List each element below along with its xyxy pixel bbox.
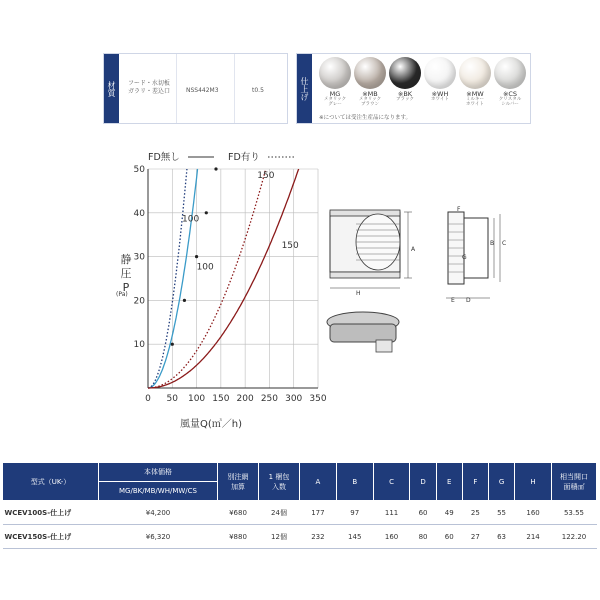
spec-table-body [3,501,597,549]
series-curve-solid-150 [148,169,299,388]
table-cell: ¥4,200 [99,501,218,525]
header-b: B [336,463,373,501]
table-cell: 60 [410,501,436,525]
header-c: C [373,463,410,501]
x-tick-label: 150 [212,394,230,404]
table-cell: 53.55 [552,501,597,525]
finish-swatch-ball [319,57,351,89]
table-cell: 63 [488,525,514,549]
x-tick-label: 250 [260,394,279,404]
header-h: H [515,463,552,501]
x-tick-label: 0 [145,394,151,404]
header-price: 本体価格 [99,463,218,482]
material-parts: フード・水切板 ガラリ・差込口 [128,80,171,95]
table-cell: 55 [488,501,514,525]
table-cell: 160 [373,525,410,549]
table-cell-model: WCEV150S-仕上げ [3,525,99,549]
table-cell: 214 [515,525,552,549]
dim-label-g: G [462,254,467,261]
data-marker [205,211,208,214]
finish-swatch-ball [424,57,456,89]
finish-swatch-code: ※MB [362,90,378,98]
header-g: G [488,463,514,501]
material-spec-box [103,53,288,124]
header-model: 型式（UK-） [3,463,99,501]
finish-swatch-code: MG [329,90,341,98]
finish-label: 仕上げ [297,54,312,123]
table-cell: 24個 [259,501,300,525]
material-label: 材質 [104,54,119,123]
table-cell: 80 [410,525,436,549]
finish-swatch-name: クリスタル シルバー [498,97,522,107]
finish-swatch-name: ホワイト [431,97,449,102]
table-row [3,525,597,549]
front-view-drawing [330,210,412,288]
legend-solid-label: FD無し [148,152,180,163]
table-cell: ¥880 [218,525,259,549]
data-marker [214,167,217,170]
x-tick-label: 200 [236,394,254,404]
data-marker [195,255,198,258]
material-separator [176,54,177,123]
y-axis-label-char: 静 [120,253,132,266]
y-tick-label: 50 [133,165,145,175]
series-label: 100 [182,214,200,225]
table-cell: 27 [462,525,488,549]
material-separator [234,54,235,123]
dim-label-d: D [466,297,471,304]
table-cell: 160 [515,501,552,525]
y-tick-label: 30 [133,252,145,263]
legend-dotted-label: FD有り [228,152,260,163]
table-cell: ¥6,320 [99,525,218,549]
data-marker [183,299,186,302]
dim-label-a: A [411,246,416,253]
table-cell: 60 [436,525,462,549]
header-d: D [410,463,436,501]
perspective-drawing [327,312,399,352]
spec-table [2,462,597,549]
finish-swatch-code: ※BK [397,90,413,98]
table-cell: 232 [300,525,337,549]
finish-swatch-code: ※CS [502,90,518,98]
dimension-drawings [318,200,598,360]
table-cell: 12個 [259,525,300,549]
dim-label-c: C [502,240,507,247]
header-mesh-add: 別注網 加算 [218,463,259,501]
dim-label-e: E [451,297,455,304]
header-pack-qty: 1 梱包 入数 [259,463,300,501]
material-code: NSS442M3 [186,87,219,94]
y-tick-label: 20 [133,296,145,307]
table-cell-model: WCEV100S-仕上げ [3,501,99,525]
table-cell: 97 [336,501,373,525]
y-axis-unit: (Pa) [116,291,128,298]
y-axis-label [118,253,134,295]
x-tick-label: 50 [166,394,179,404]
finish-swatch-code: ※MW [466,90,484,98]
table-cell: ¥680 [218,501,259,525]
table-cell: 111 [373,501,410,525]
table-row [3,501,597,525]
series-label: 150 [281,240,299,251]
finish-swatch-code: ※WH [431,90,449,98]
table-cell: 177 [300,501,337,525]
y-axis-label-char: P [122,281,130,294]
finish-swatch-ball [354,57,386,89]
series-label: 150 [257,170,275,181]
table-cell: 122.20 [552,525,597,549]
dim-label-b: B [490,240,495,247]
data-marker [171,343,174,346]
finish-swatch-ball [389,57,421,89]
header-a: A [300,463,337,501]
finish-spec-box [296,53,531,124]
table-cell: 25 [462,501,488,525]
x-tick-label: 350 [309,394,327,404]
finish-swatch-name: ブラック [396,97,414,102]
finish-swatch-name: ミルキー ホワイト [466,97,484,107]
pressure-airflow-chart [110,148,327,438]
header-e: E [436,463,462,501]
x-axis-label: 風量Q(㎥／h) [180,419,243,430]
dim-label-h: H [356,290,361,297]
finish-swatch-name: メタリック ブラウン [358,97,382,107]
table-cell: 49 [436,501,462,525]
header-f: F [462,463,488,501]
y-axis-label-char: 圧 [120,267,132,280]
header-opening-area: 相当開口 面積㎠ [552,463,597,501]
y-tick-label: 40 [133,208,145,219]
series-curve-solid-100 [148,169,198,388]
y-tick-label: 10 [133,340,145,351]
x-tick-label: 300 [285,394,303,404]
material-thickness: t0.5 [252,87,264,94]
finish-note: ※については受注生産品になります。 [319,115,412,121]
header-price-colors: MG/BK/MB/WH/MW/CS [99,482,218,501]
dim-label-f: F [457,206,461,213]
finish-swatch-name: メタリック グレー [323,97,347,107]
finish-swatch-ball [494,57,526,89]
table-cell: 145 [336,525,373,549]
finish-swatch-ball [459,57,491,89]
x-tick-label: 100 [187,394,206,404]
side-view-drawing [446,212,500,298]
series-label: 100 [196,262,214,273]
